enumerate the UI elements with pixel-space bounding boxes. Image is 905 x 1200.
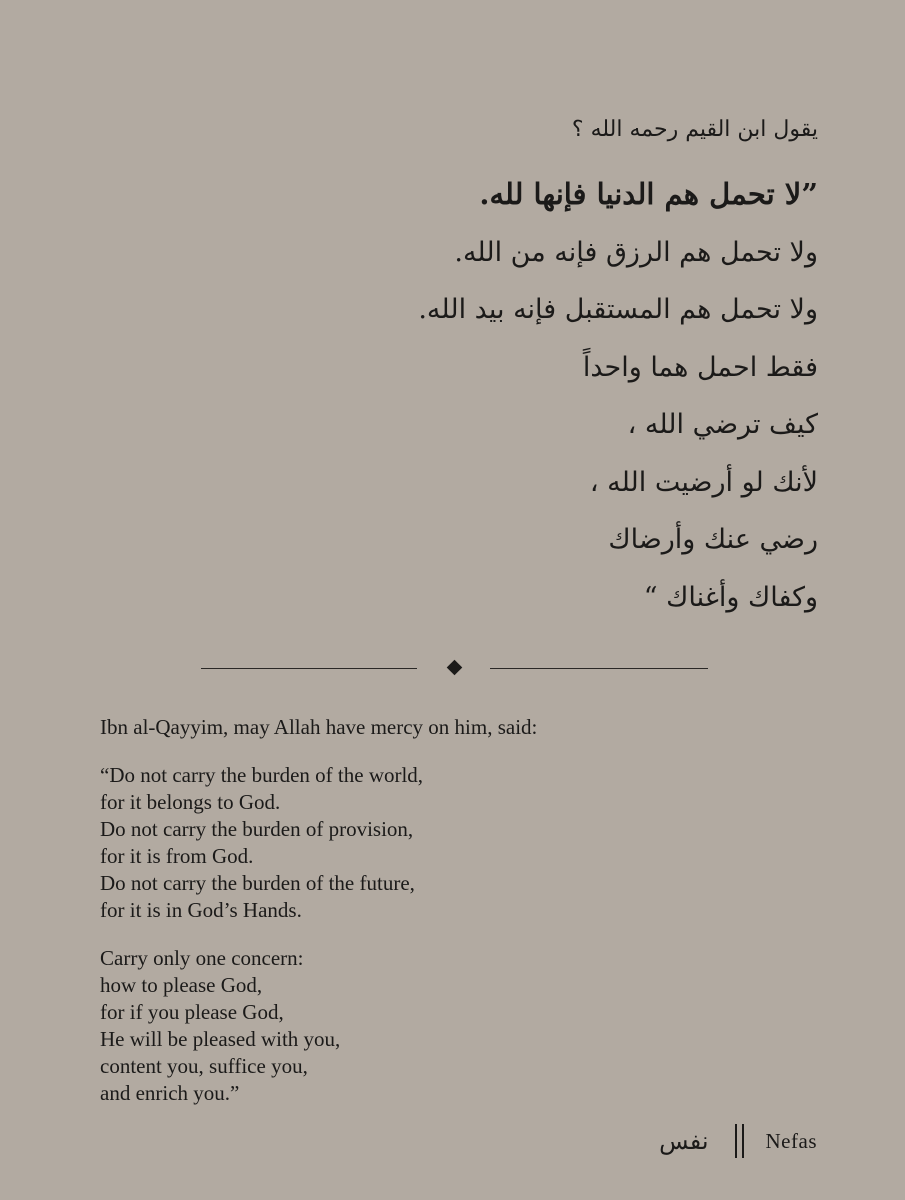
english-line: how to please God, — [100, 973, 263, 997]
arabic-intro: يقول ابن القيم رحمه الله ؟ — [571, 117, 818, 142]
arabic-line: ولا تحمل هم الرزق فإنه من الله. — [454, 236, 818, 268]
divider-line-left — [201, 668, 417, 669]
english-line: for if you please God, — [100, 1000, 284, 1024]
english-line: for it is from God. — [100, 844, 254, 868]
arabic-line: فقط احمل هما واحداً — [582, 351, 818, 383]
english-line: for it belongs to God. — [100, 790, 281, 814]
arabic-line: رضي عنك وأرضاك — [608, 524, 818, 555]
arabic-line: لأنك لو أرضيت الله ، — [589, 466, 818, 498]
divider-line-right — [490, 668, 708, 669]
signature-separator — [735, 1124, 744, 1158]
arabic-line: وكفاك وأغناك “ — [643, 581, 818, 613]
signature-arabic: نفس — [659, 1127, 709, 1155]
english-translation-block — [100, 714, 660, 1128]
diamond-icon — [447, 660, 463, 676]
english-line: for it is in God’s Hands. — [100, 898, 302, 922]
english-paragraph-2 — [100, 945, 660, 1107]
english-line: Do not carry the burden of provision, — [100, 817, 414, 841]
english-line: He will be pleased with you, — [100, 1027, 341, 1051]
section-divider — [201, 668, 708, 669]
english-paragraph-1 — [100, 762, 660, 924]
english-line: Do not carry the burden of the future, — [100, 871, 415, 895]
english-line: Carry only one concern: — [100, 946, 304, 970]
signature-english: Nefas — [765, 1128, 817, 1153]
english-intro: Ibn al-Qayyim, may Allah have mercy on him, said: — [100, 715, 538, 739]
signature — [659, 1122, 817, 1160]
english-line: content you, suffice you, — [100, 1054, 308, 1078]
english-line: “Do not carry the burden of the world, — [100, 763, 424, 787]
arabic-quote-block — [118, 112, 818, 626]
arabic-line: كيف ترضي الله ، — [627, 409, 818, 440]
arabic-line: ”لا تحمل هم الدنيا فإنها لله. — [479, 177, 818, 211]
english-line: and enrich you.” — [100, 1081, 240, 1105]
arabic-line: ولا تحمل هم المستقبل فإنه بيد الله. — [418, 294, 818, 325]
